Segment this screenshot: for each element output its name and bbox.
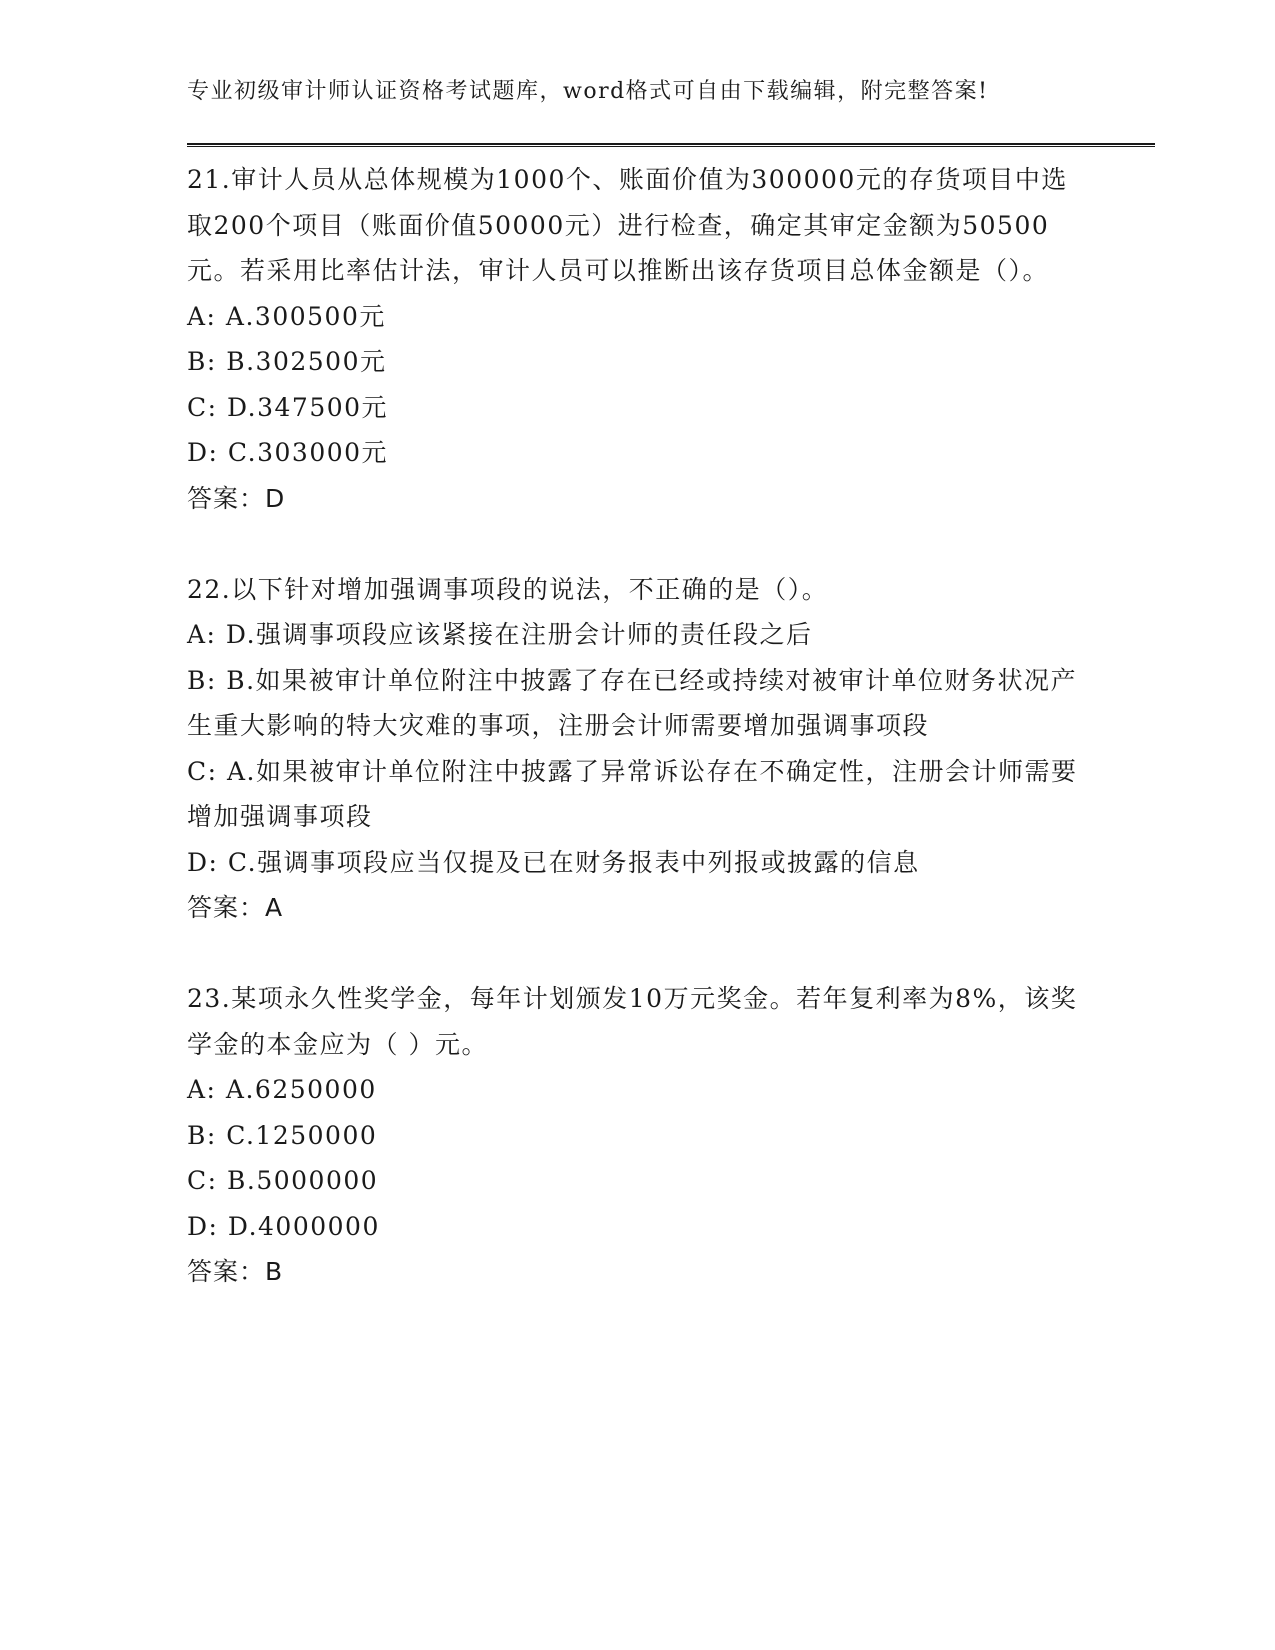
question-list — [187, 157, 1087, 1340]
option-c: C: A.如果被审计单位附注中披露了异常诉讼存在不确定性，注册会计师需要增加强调事项段 — [187, 756, 1078, 831]
option-d: D: C.强调事项段应当仅提及已在财务报表中列报或披露的信息 — [187, 847, 920, 877]
answer: 答案：A — [187, 893, 284, 922]
option-d: D: D.4000000 — [187, 1211, 380, 1241]
option-a: A: A.6250000 — [187, 1075, 377, 1104]
answer: 答案：B — [187, 1257, 284, 1286]
header-divider — [187, 143, 1155, 147]
option-b: B: B.302500元 — [187, 347, 387, 376]
option-c: C: D.347500元 — [187, 392, 389, 422]
question-stem: 22.以下针对增加强调事项段的说法，不正确的是（）。 — [187, 574, 829, 604]
option-d: D: C.303000元 — [187, 438, 389, 467]
question-21 — [187, 157, 1087, 521]
option-b: B: B.如果被审计单位附注中披露了存在已经或持续对被审计单位财务状况产生重大影响的特大灾难的事项，注册会计师需要增加强调事项段 — [187, 665, 1078, 740]
answer: 答案：D — [187, 483, 286, 513]
question-stem: 21.审计人员从总体规模为1000个、账面价值为300000元的存货项目中选取200个项目（账面价值50000元）进行检查，确定其审定金额为50500元。若采用比率估计法，审计人员可以推断出该存货项目总体金额是（）。 — [187, 165, 1068, 285]
question-stem: 23.某项永久性奖学金，每年计划颁发10万元奖金。若年复利率为8%，该奖学金的本金应为（ ）元。 — [187, 984, 1078, 1059]
option-b: B: C.1250000 — [187, 1120, 378, 1150]
question-22 — [187, 567, 1087, 931]
page-header: 专业初级审计师认证资格考试题库，word格式可自由下载编辑，附完整答案! — [187, 79, 989, 104]
option-a: A: D.强调事项段应该紧接在注册会计师的责任段之后 — [187, 620, 813, 649]
option-c: C: B.5000000 — [187, 1166, 379, 1195]
option-a: A: A.300500元 — [187, 301, 386, 331]
question-23 — [187, 976, 1087, 1295]
